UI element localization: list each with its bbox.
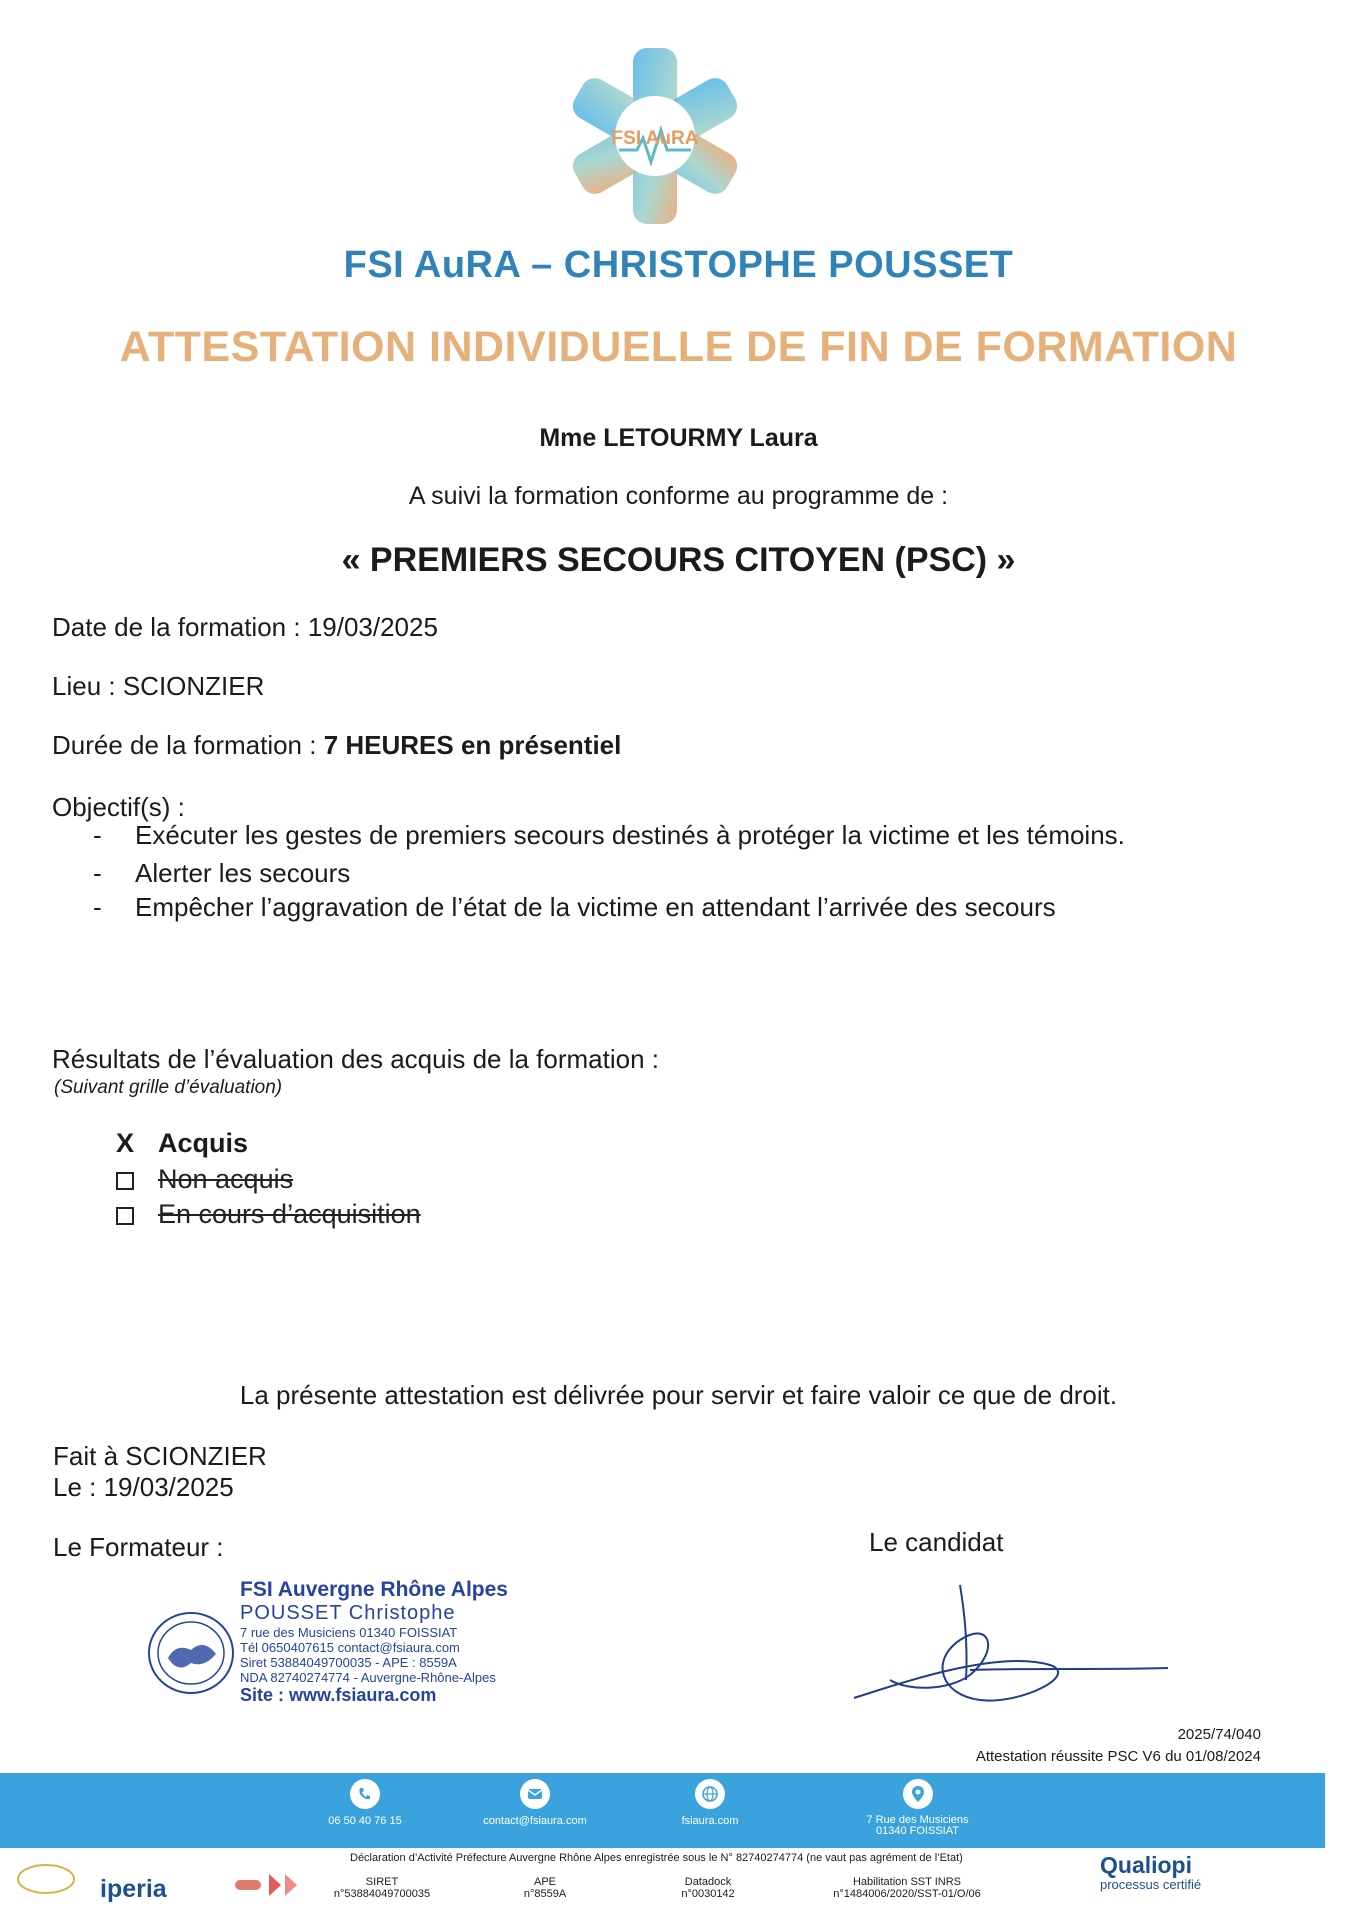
trainer-label: Le Formateur : xyxy=(53,1532,224,1562)
qualiopi-logo: Qualiopi processus certifié xyxy=(1100,1852,1202,1892)
footer-phone: 06 50 40 76 15 xyxy=(310,1779,420,1827)
candidate-label: Le candidat xyxy=(869,1527,1004,1557)
trainer-stamp: FSI Auvergne Rhône Alpes POUSSET Christophe 7 rue des Musiciens 01340 FOISSIAT Tél 0650407615 contact@fsiaura.com Siret 53884049700035 - APE : 8559A NDA 82740274774 - Auvergne-Rhône-Alpes Site : www.fsiaura.com xyxy=(240,1578,508,1705)
iperia-logo: iperia xyxy=(100,1875,167,1903)
training-place xyxy=(52,671,264,702)
checkbox-icon xyxy=(116,1207,134,1225)
objective-item: - Exécuter les gestes de premiers secours destinés à protéger la victime et les témoins. xyxy=(93,820,1125,850)
candidate-signature xyxy=(850,1580,1170,1710)
trainee-name: Mme LETOURMY Laura xyxy=(539,424,818,452)
reference-number: 2025/74/040 xyxy=(1177,1726,1261,1743)
place-value: SCIONZIER xyxy=(122,671,265,701)
globe-icon xyxy=(695,1779,725,1809)
reference-document: Attestation réussite PSC V6 du 01/08/2024 xyxy=(975,1748,1261,1765)
made-on: Le : 19/03/2025 xyxy=(53,1472,234,1502)
training-date xyxy=(52,612,438,643)
fsi-aura-logo xyxy=(565,44,745,224)
duration-value: 7 HEURES en présentiel xyxy=(323,730,622,760)
issuance-statement: La présente attestation est délivrée pour servir et faire valoir ce que de droit. xyxy=(239,1380,1118,1410)
location-pin-icon xyxy=(903,1779,933,1809)
footer-address: 7 Rue des Musiciens 01340 FOISSIAT xyxy=(855,1779,980,1837)
footer-email[interactable]: contact@fsiaura.com xyxy=(465,1779,605,1827)
results-label: Résultats de l’évaluation des acquis de la formation : xyxy=(52,1044,660,1074)
email-icon xyxy=(520,1779,550,1809)
objectives-label: Objectif(s) : xyxy=(52,792,185,822)
organization-title: FSI AuRA – CHRISTOPHE POUSSET xyxy=(343,244,1014,286)
date-label: Date de la formation : xyxy=(52,612,308,642)
datadock-info: Datadock n°0030142 xyxy=(681,1876,735,1900)
date-value: 19/03/2025 xyxy=(307,612,438,642)
objective-item: - Empêcher l’aggravation de l’état de la victime en attendant l’arrivée des secours xyxy=(93,892,1056,922)
objective-item: - Alerter les secours xyxy=(93,858,351,888)
ape-info: APE n°8559A xyxy=(523,1876,567,1900)
result-acquired: X Acquis xyxy=(116,1128,249,1158)
result-not-acquired: Non acquis xyxy=(116,1164,293,1195)
intro-text: A suivi la formation conforme au programme de : xyxy=(408,482,949,510)
phone-icon xyxy=(350,1779,380,1809)
document-title: ATTESTATION INDIVIDUELLE DE FIN DE FORMATION xyxy=(119,323,1238,371)
checkbox-icon xyxy=(116,1172,134,1190)
activity-declaration: Déclaration d’Activité Préfecture Auvergne Rhône Alpes enregistrée sous le N° 82740274774 (ne vaut pas agrément de l’Etat) xyxy=(350,1852,963,1864)
footer-contact-band xyxy=(0,1773,1325,1848)
place-label: Lieu : xyxy=(52,671,123,701)
partner-logo-dd xyxy=(235,1870,310,1900)
stamp-seal-icon xyxy=(146,1608,236,1698)
made-at: Fait à SCIONZIER xyxy=(53,1441,267,1471)
acquired-mark: X xyxy=(116,1128,135,1158)
training-duration xyxy=(52,730,621,761)
result-in-progress: En cours d’acquisition xyxy=(116,1199,421,1230)
sst-info: Habilitation SST INRS n°1484006/2020/SST-01/O/06 xyxy=(833,1876,981,1900)
duration-label: Durée de la formation : xyxy=(52,730,324,760)
results-note: (Suivant grille d’évaluation) xyxy=(54,1077,283,1098)
footer-website[interactable]: fsiaura.com xyxy=(650,1779,770,1827)
partner-logo xyxy=(15,1862,77,1896)
svg-text:FSI AuRA: FSI AuRA xyxy=(611,128,699,149)
course-title: « PREMIERS SECOURS CITOYEN (PSC) » xyxy=(341,541,1016,579)
siret-info: SIRET n°53884049700035 xyxy=(333,1876,431,1900)
